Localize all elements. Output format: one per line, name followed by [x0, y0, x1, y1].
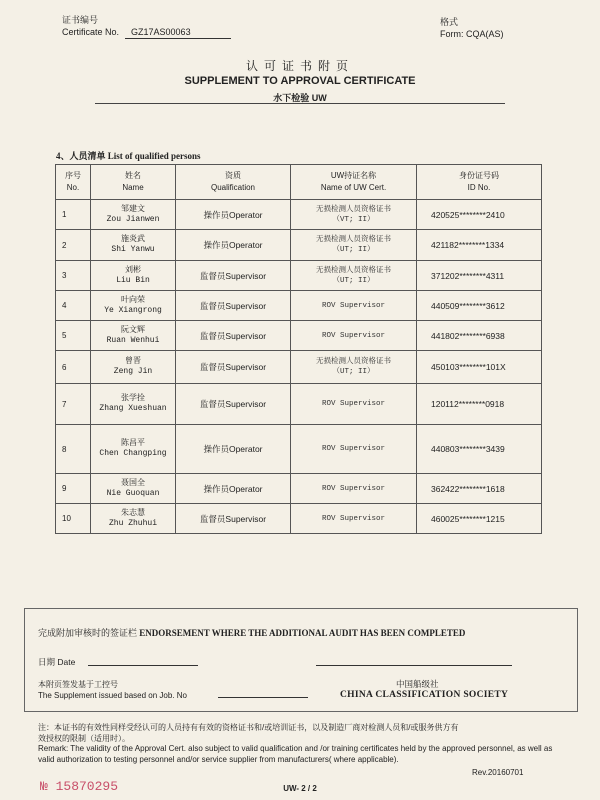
header-qualification: 资质 Qualification [176, 165, 291, 200]
row-name: 叶向荣 Ye Xiangrong [91, 291, 176, 321]
row-cert: ROV Supervisor [291, 425, 417, 474]
row-cert: ROV Supervisor [291, 504, 417, 534]
row-id: 440803********3439 [417, 425, 542, 474]
date-line [88, 665, 198, 666]
job-number-label [38, 679, 187, 701]
row-name: 邹建文 Zou Jianwen [91, 200, 176, 230]
title-sub: 水下检验 UW [273, 93, 327, 103]
row-no: 4 [56, 291, 91, 321]
row-id: 450103********101X [417, 351, 542, 384]
row-cert: 无损检测人员资格证书 （VT; II） [291, 200, 417, 230]
row-name: 朱志慧 Zhu Zhuhui [91, 504, 176, 534]
qualified-persons-table [55, 164, 542, 534]
row-no: 5 [56, 321, 91, 351]
row-id: 420525********2410 [417, 200, 542, 230]
date-label: 日期 Date [38, 657, 76, 667]
row-qualification: 操作员Operator [176, 230, 291, 261]
row-cert: ROV Supervisor [291, 291, 417, 321]
table-row [56, 261, 542, 291]
job-label-cn: 本附页签发基于工控号 [38, 680, 118, 689]
row-no: 9 [56, 474, 91, 504]
header-cert-name: UW持证名称 Name of UW Cert. [291, 165, 417, 200]
table-row [56, 200, 542, 230]
table-row [56, 230, 542, 261]
form-label-cn: 格式 [440, 17, 459, 27]
remarks-en: Remark: The validity of the Approval Cert. also subject to valid qualification and /or training certificates held by the approved personnel, as well as valid authorization to testing personnel and/or service supplier from manufacturers( where applicable). [38, 744, 553, 764]
remarks-cn-line2: 效授权的限制（适用时）。 [38, 733, 130, 743]
table-row [56, 321, 542, 351]
row-id: 371202********4311 [417, 261, 542, 291]
table-row [56, 291, 542, 321]
cert-no-label-cn: 证书编号 [62, 15, 99, 25]
row-no: 7 [56, 384, 91, 425]
form-label-en: Form: CQA(AS) [440, 29, 504, 39]
row-cert: ROV Supervisor [291, 321, 417, 351]
row-qualification: 监督员Supervisor [176, 291, 291, 321]
form-code [440, 16, 504, 40]
row-no: 1 [56, 200, 91, 230]
certificate-number [62, 14, 282, 39]
row-cert: 无损检测人员资格证书 （UT; II） [291, 261, 417, 291]
row-name: 聂国全 Nie Guoquan [91, 474, 176, 504]
header-name: 姓名 Name [91, 165, 176, 200]
row-cert: ROV Supervisor [291, 384, 417, 425]
row-id: 441802********6938 [417, 321, 542, 351]
row-name: 曾晋 Zeng Jin [91, 351, 176, 384]
row-id: 362422********1618 [417, 474, 542, 504]
signature-line [316, 665, 512, 666]
endorsement-title [38, 626, 465, 639]
header-id-no: 身份证号码 ID No. [417, 165, 542, 200]
serial-number: № 15870295 [40, 779, 119, 794]
row-qualification: 监督员Supervisor [176, 321, 291, 351]
row-id: 440509********3612 [417, 291, 542, 321]
row-qualification: 操作员Operator [176, 200, 291, 230]
endorsement-title-cn: 完成附加审核时的签证栏 [38, 628, 138, 638]
row-name: 阮文辉 Ruan Wenhui [91, 321, 176, 351]
cert-no-value: GZ17AS00063 [125, 26, 231, 39]
society-name-en: CHINA CLASSIFICATION SOCIETY [340, 690, 509, 700]
remarks-cn-line1: 注：本证书的有效性同样受经认可的人员持有有效的资格证书和/或培训证书，以及制造厂商对检测人员和/或服务供方有 [38, 723, 459, 732]
row-no: 2 [56, 230, 91, 261]
title-cn: 认可证书附页 [245, 59, 354, 73]
cert-no-label-en: Certificate No. [62, 27, 120, 37]
row-cert: 无损检测人员资格证书 （UT; II） [291, 230, 417, 261]
row-id: 421182********1334 [417, 230, 542, 261]
row-name: 张学拴 Zhang Xueshuan [91, 384, 176, 425]
row-qualification: 监督员Supervisor [176, 504, 291, 534]
row-qualification: 操作员Operator [176, 474, 291, 504]
row-no: 10 [56, 504, 91, 534]
table-row [56, 384, 542, 425]
row-qualification: 操作员Operator [176, 425, 291, 474]
society-name-cn: 中国船级社 [396, 679, 439, 689]
page-number: UW- 2 / 2 [283, 784, 317, 793]
remarks [38, 723, 558, 765]
table-row [56, 504, 542, 534]
row-name: 刘彬 Liu Bin [91, 261, 176, 291]
row-cert: ROV Supervisor [291, 474, 417, 504]
job-label-en: The Supplement issued based on Job. No [38, 691, 187, 700]
section-title: 4、人员清单 List of qualified persons [56, 151, 201, 161]
table-row [56, 351, 542, 384]
row-id: 120112********0918 [417, 384, 542, 425]
job-number-line [218, 697, 308, 698]
row-qualification: 监督员Supervisor [176, 384, 291, 425]
row-name: 施炎武 Shi Yanwu [91, 230, 176, 261]
table-row [56, 474, 542, 504]
row-cert: 无损检测人员资格证书 （UT; II） [291, 351, 417, 384]
endorsement-title-en: ENDORSEMENT WHERE THE ADDITIONAL AUDIT HAS BEEN COMPLETED [139, 628, 466, 638]
table-header-row [56, 165, 542, 200]
title-en: SUPPLEMENT TO APPROVAL CERTIFICATE [184, 75, 416, 87]
title-divider [95, 103, 505, 104]
row-no: 6 [56, 351, 91, 384]
row-qualification: 监督员Supervisor [176, 351, 291, 384]
header-no: 序号 No. [56, 165, 91, 200]
revision-label: Rev.20160701 [472, 768, 524, 777]
row-qualification: 监督员Supervisor [176, 261, 291, 291]
row-id: 460025********1215 [417, 504, 542, 534]
row-name: 陈昌平 Chen Changping [91, 425, 176, 474]
table-row [56, 425, 542, 474]
row-no: 3 [56, 261, 91, 291]
row-no: 8 [56, 425, 91, 474]
